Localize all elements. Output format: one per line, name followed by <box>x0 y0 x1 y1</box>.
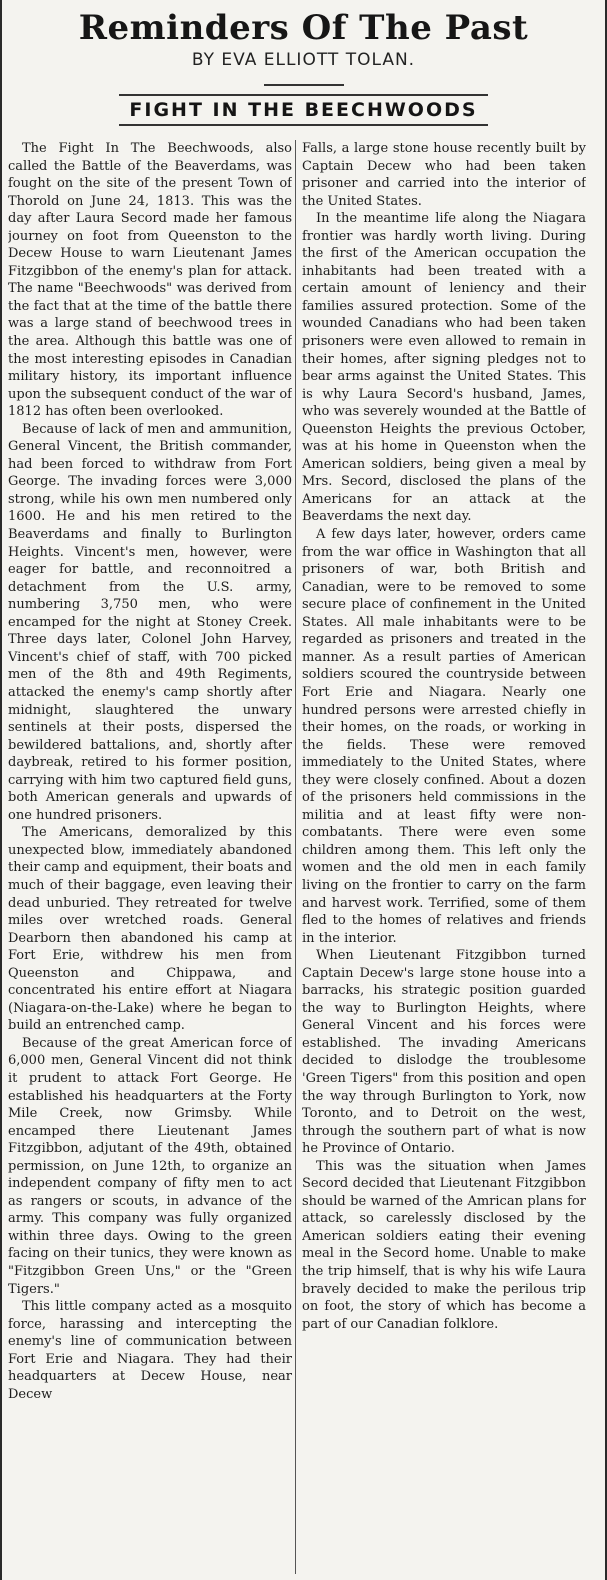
paragraph: A few days later, however, orders came from the war office in Washington that all prisoners of war, both British and Canadian, were to be removed to some secure place of confinement in the United States. All male inhabitants were to be regarded as prisoners and treated in the manner. As a result parties of American soldiers scoured the countryside between Fort Erie and Niagara. Nearly one hundred persons were arrested chiefly in their homes, on the roads, or working in the fields. These were removed immediately to the United States, where they were closely confined. About a dozen of the prisoners held commissions in the militia and at least fifty were non-combatants. There were even some children among them. This left only the women and the old men in each family living on the frontier to carry on the farm and harvest work. Terrified, some of them fled to the homes of relatives and friends in the interior. <box>302 527 586 946</box>
paragraph: Because of lack of men and ammunition, General Vincent, the British commander, had been forced to withdraw from Fort George. The invading forces were 3,000 strong, while his own men numbered only 1600. He and his men retired to the Beaverdams and finally to Burlington Heights. Vincent's men, however, were eager for battle, and reconnoitred a detachment from the U.S. army, numbering 3,750 men, who were encamped for the night at Stoney Creek. Three days later, Colonel John Harvey, Vincent's chief of staff, with 700 picked men of the 8th and 49th Regiments, attacked the enemy's camp shortly after midnight, slaughtered the unwary sentinels at their posts, dispersed the bewildered battalions, and, shortly after daybreak, retired to his former position, carrying with him two captured field guns, both American generals and upwards of one hundred prisoners. <box>8 421 292 823</box>
column-divider <box>295 140 296 1574</box>
paragraph: This little company acted as a mosquito force, harassing and intercepting the enemy's line of communication between Fort Erie and Niagara. They had their headquarters at Decew House, near Decew <box>8 1299 292 1402</box>
paragraph: The Americans, demoralized by this unexpected blow, immediately abandoned their camp and equipment, their boats and much of their baggage, even leaving their dead unburied. They retreated for twelve miles over wretched roads. General Dearborn then abandoned his camp at Fort Erie, withdrew his men from Queenston and Chippawa, and concentrated his entire effort at Niagara (Niagara-on-the-Lake) where he began to build an entrenched camp. <box>8 825 292 1034</box>
article-body <box>2 140 605 1574</box>
paragraph: This was the situation when James Secord decided that Lieutenant Fitzgibbon should be warned of the Amrican plans for attack, so carelessly disclosed by the American soldiers eating their evening meal in the Secord home. Unable to make the trip himself, that is why his wife Laura bravely decided to make the perilous trip on foot, the story of which has become a part of our Canadian folklore. <box>302 1158 586 1332</box>
paragraph: Because of the great American force of 6,000 men, General Vincent did not think it prudent to attack Fort George. He established his headquarters at the Forty Mile Creek, now Grimsby. While encamped there Lieutenant James Fitzgibbon, adjutant of the 49th, obtained permission, on June 12th, to organize an independent company of fifty men to act as rangers or scouts, in advance of the army. This company was fully organized within three days. Owing to the green facing on their tunics, they were known as "Fitzgibbon Green Uns," or the "Green Tigers." <box>8 1035 292 1297</box>
left-column <box>8 140 292 1574</box>
header-rule <box>264 84 344 86</box>
paragraph-continued: Falls, a large stone house recently built by Captain Decew who had been taken prisoner and carried into the interior of the United States. <box>302 141 586 209</box>
paragraph: The Fight In The Beechwoods, also called the Battle of the Beaverdams, was fought on the site of the present Town of Thorold on June 24, 1813. This was the day after Laura Secord made her famous journey on foot from Queenston to the Decew House to warn Lieutenant James Fitzgibbon of the enemy's plan for attack. The name "Beechwoods" was derived from the fact that at the time of the battle there was a large stand of beechwood trees in the area. Although this battle was one of the most interesting episodes in Canadian military history, its important influence upon the subsequent conduct of the war of 1812 has often been overlooked. <box>8 141 292 420</box>
article-title: Reminders Of The Past <box>78 8 529 48</box>
paragraph: In the meantime life along the Niagara frontier was hardly worth living. During the first of the American occupation the inhabitants had been treated with a certain amount of leniency and their families assured protection. Some of the wounded Canadians who had been taken prisoners were even allowed to remain in their homes, after signing pledges not to bear arms against the United States. This is why Laura Secord's husband, James, who was severely wounded at the Battle of Queenston Heights the previous October, was at his home in Queenston when the American soldiers, being given a meal by Mrs. Secord, disclosed the plans of the Americans for an attack at the Beaverdams the next day. <box>302 211 586 525</box>
article-header <box>2 0 605 126</box>
article-subtitle: FIGHT IN THE BEECHWOODS <box>119 94 487 126</box>
right-column <box>302 140 586 1574</box>
article-byline: BY EVA ELLIOTT TOLAN. <box>191 50 416 70</box>
paragraph: When Lieutenant Fitzgibbon turned Captain Decew's large stone house into a barracks, his strategic position guarded the way to Burlington Heights, where General Vincent and his forces were established. The invading Americans decided to dislodge the troublesome 'Green Tigers" from this position and open the way through Burlington to York, now Toronto, and to Detroit on the west, through the southern part of what is now he Province of Ontario. <box>302 948 586 1157</box>
